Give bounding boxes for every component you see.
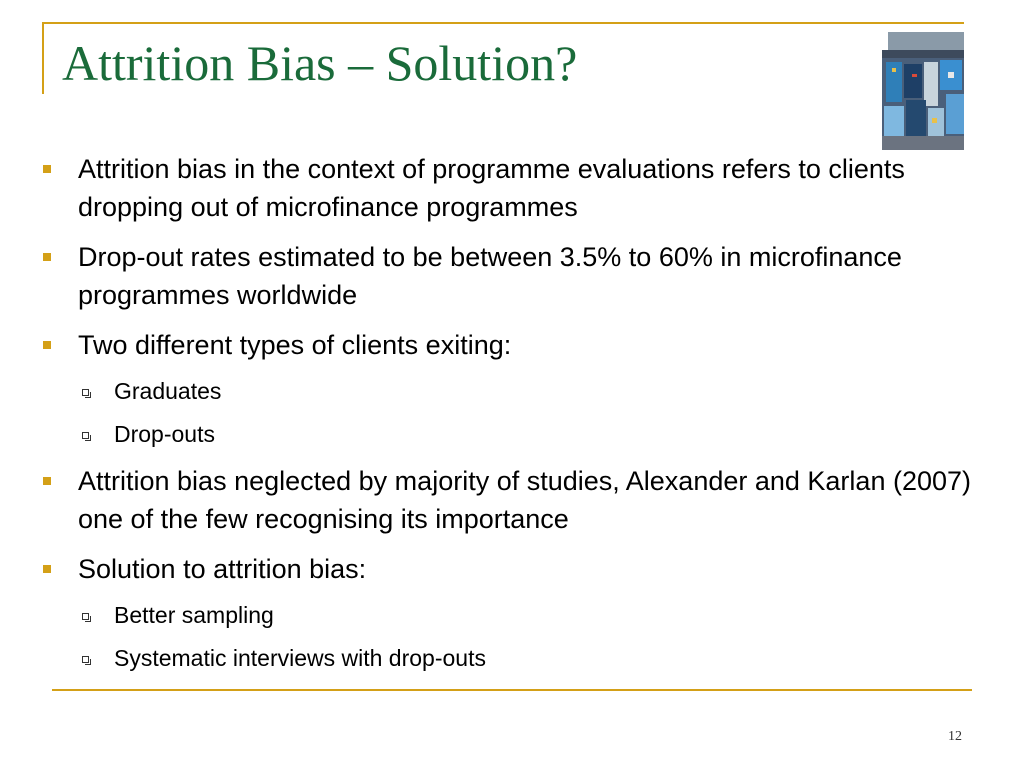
sub-bullet-text: Systematic interviews with drop-outs bbox=[114, 645, 486, 671]
bullet-text: Two different types of clients exiting: bbox=[78, 330, 512, 360]
bullet-item bbox=[40, 238, 990, 314]
square-bullet-icon bbox=[43, 477, 51, 485]
page-number: 12 bbox=[948, 729, 962, 744]
bullet-item bbox=[40, 150, 990, 226]
box-bullet-icon bbox=[82, 389, 89, 396]
box-bullet-icon bbox=[82, 613, 89, 620]
bullet-item bbox=[40, 462, 990, 538]
square-bullet-icon bbox=[43, 165, 51, 173]
box-bullet-icon bbox=[82, 432, 89, 439]
box-bullet-icon bbox=[82, 656, 89, 663]
bullet-list bbox=[40, 150, 990, 686]
market-stall-photo bbox=[882, 28, 964, 150]
sub-bullet-text: Drop-outs bbox=[114, 421, 215, 447]
square-bullet-icon bbox=[43, 253, 51, 261]
bullet-item bbox=[40, 550, 990, 588]
bullet-item bbox=[40, 326, 990, 364]
square-bullet-icon bbox=[43, 341, 51, 349]
bullet-text: Solution to attrition bias: bbox=[78, 554, 367, 584]
market-stall-image bbox=[882, 28, 964, 150]
bullet-text: Attrition bias in the context of programme evaluations refers to clients dropping out of microfinance programmes bbox=[78, 154, 905, 222]
square-bullet-icon bbox=[43, 565, 51, 573]
sub-bullet-item bbox=[40, 419, 990, 449]
sub-bullet-item bbox=[40, 376, 990, 406]
sub-bullet-item bbox=[40, 600, 990, 630]
sub-bullet-text: Graduates bbox=[114, 378, 222, 404]
title-frame-left-rule bbox=[42, 22, 44, 94]
slide-title: Attrition Bias – Solution? bbox=[62, 35, 578, 91]
bullet-text: Attrition bias neglected by majority of studies, Alexander and Karlan (2007) one of the few recognising its importance bbox=[78, 466, 972, 534]
bullet-text: Drop-out rates estimated to be between 3.5% to 60% in microfinance programmes worldwide bbox=[78, 242, 902, 310]
title-frame-top-rule bbox=[42, 22, 964, 24]
sub-bullet-item bbox=[40, 643, 990, 673]
footer-rule bbox=[52, 689, 972, 691]
sub-bullet-text: Better sampling bbox=[114, 602, 274, 628]
